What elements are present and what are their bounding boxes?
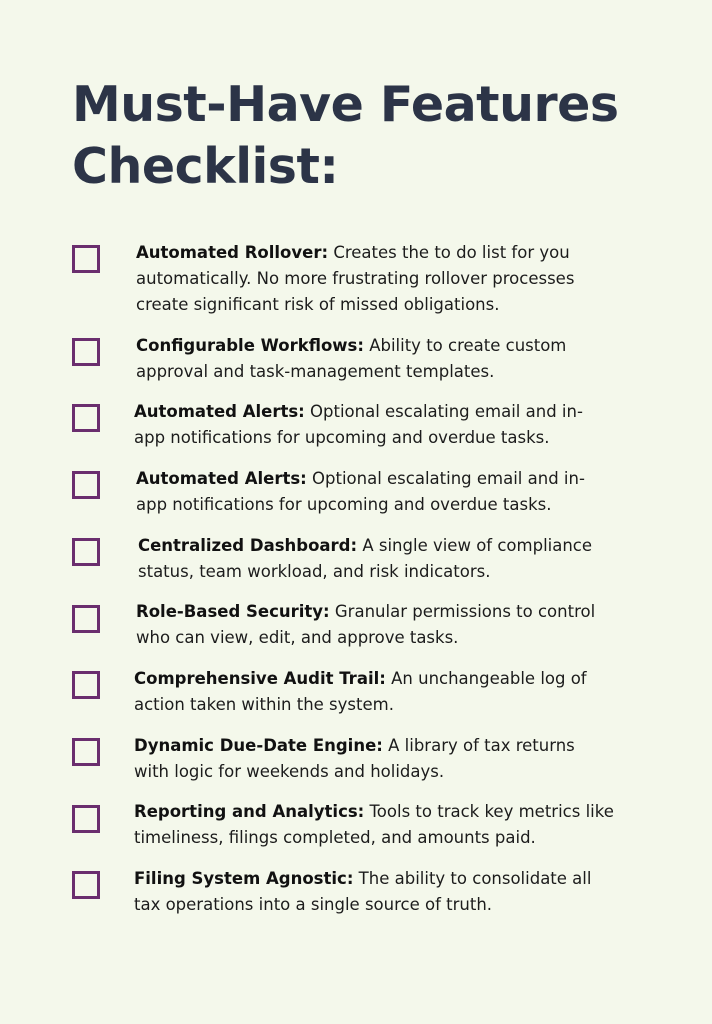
item-description: Tools to track key metrics like — [364, 802, 614, 821]
item-description: automatically. No more frustrating rollover processes — [136, 269, 575, 288]
item-description: status, team workload, and risk indicators. — [138, 562, 491, 581]
checkbox[interactable] — [72, 471, 100, 499]
item-description: A library of tax returns — [382, 736, 575, 755]
item-heading: Filing System Agnostic: — [134, 869, 354, 888]
item-text — [134, 866, 674, 918]
item-text — [134, 799, 674, 851]
item-description: who can view, edit, and approve tasks. — [136, 628, 459, 647]
item-heading: Automated Rollover: — [136, 243, 329, 262]
item-description: A single view of compliance — [357, 536, 593, 555]
item-heading: Configurable Workflows: — [136, 336, 364, 355]
item-text — [136, 240, 676, 318]
item-description: An unchangeable log of — [385, 669, 587, 688]
item-text — [138, 533, 678, 585]
item-description: action taken within the system. — [134, 695, 394, 714]
item-description: timeliness, filings completed, and amounts paid. — [134, 828, 536, 847]
item-description: app notifications for upcoming and overdue tasks. — [136, 495, 552, 514]
item-description: with logic for weekends and holidays. — [134, 762, 445, 781]
item-text — [134, 733, 674, 785]
item-heading: Reporting and Analytics: — [134, 802, 365, 821]
item-heading: Automated Alerts: — [134, 402, 305, 421]
item-heading: Automated Alerts: — [136, 469, 307, 488]
item-description: app notifications for upcoming and overdue tasks. — [134, 428, 550, 447]
checkbox[interactable] — [72, 245, 100, 273]
item-heading: Centralized Dashboard: — [138, 536, 358, 555]
checkbox[interactable] — [72, 605, 100, 633]
checkbox[interactable] — [72, 338, 100, 366]
checkbox[interactable] — [72, 671, 100, 699]
item-text — [136, 333, 676, 385]
item-text — [136, 599, 676, 651]
item-description: tax operations into a single source of truth. — [134, 895, 493, 914]
title-line-1: Must-Have Features — [72, 76, 619, 133]
item-description: Ability to create custom — [363, 336, 567, 355]
item-description: Creates the to do list for you — [328, 243, 570, 262]
checkbox[interactable] — [72, 805, 100, 833]
item-description: The ability to consolidate all — [353, 869, 592, 888]
item-description: Optional escalating email and in- — [304, 402, 583, 421]
title-line-2: Checklist: — [72, 138, 339, 195]
item-text — [136, 466, 676, 518]
item-description: Granular permissions to control — [329, 602, 596, 621]
item-description: approval and task-management templates. — [136, 362, 495, 381]
checkbox[interactable] — [72, 871, 100, 899]
item-description: Optional escalating email and in- — [306, 469, 585, 488]
item-description: create significant risk of missed obligations. — [136, 295, 500, 314]
checkbox[interactable] — [72, 404, 100, 432]
item-text — [134, 399, 674, 451]
checkbox[interactable] — [72, 738, 100, 766]
item-heading: Comprehensive Audit Trail: — [134, 669, 386, 688]
item-heading: Role-Based Security: — [136, 602, 330, 621]
checkbox[interactable] — [72, 538, 100, 566]
item-text — [134, 666, 674, 718]
item-heading: Dynamic Due-Date Engine: — [134, 736, 383, 755]
